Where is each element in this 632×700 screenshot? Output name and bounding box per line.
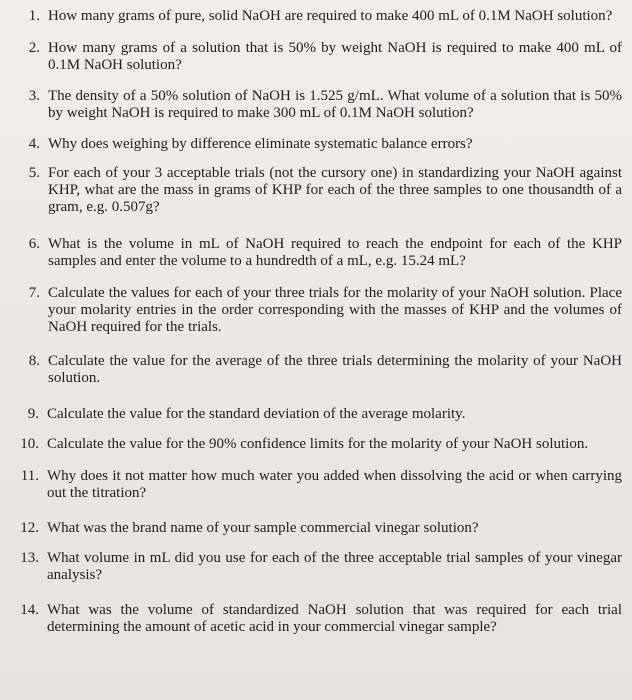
question-4 — [18, 136, 622, 153]
question-number: 12. — [20, 520, 39, 536]
question-8 — [18, 353, 622, 387]
question-number: 8. — [28, 353, 40, 369]
question-text: How many grams of a solution that is 50% by weight NaOH is required to make 400 mL of 0.1M NaOH solution? — [48, 40, 622, 73]
question-10 — [18, 436, 622, 453]
question-number: 5. — [28, 165, 40, 181]
question-text: Calculate the value for the average of the three trials determining the molarity of your NaOH solution. — [48, 353, 622, 386]
question-6 — [18, 236, 622, 270]
question-11 — [18, 468, 622, 502]
question-text: Calculate the value for the 90% confidence limits for the molarity of your NaOH solution. — [47, 436, 589, 452]
question-12 — [18, 520, 622, 537]
question-number: 14. — [20, 602, 39, 618]
question-number: 6. — [28, 236, 40, 252]
question-number: 1. — [28, 8, 40, 24]
question-text: What volume in mL did you use for each of the three acceptable trial samples of your vinegar analysis? — [47, 550, 622, 583]
question-text: How many grams of pure, solid NaOH are required to make 400 mL of 0.1M NaOH solution? — [48, 8, 613, 24]
question-number: 4. — [28, 136, 40, 152]
question-text: Why does weighing by difference eliminate systematic balance errors? — [48, 136, 473, 152]
question-number: 11. — [20, 468, 39, 484]
question-text: Calculate the values for each of your three trials for the molarity of your NaOH solution. Place your molarity entries in the order corresponding with the masses of KHP and the volumes of NaOH required for the trials. — [48, 285, 622, 335]
question-text: What was the volume of standardized NaOH solution that was required for each trial determining the amount of acetic acid in your commercial vinegar sample? — [47, 602, 622, 635]
question-text: Calculate the value for the standard deviation of the average molarity. — [47, 406, 466, 422]
question-number: 7. — [28, 285, 40, 301]
question-text: What is the volume in mL of NaOH required to reach the endpoint for each of the KHP samples and enter the volume to a hundredth of a mL, e.g. 15.24 mL? — [48, 236, 622, 269]
question-text: For each of your 3 acceptable trials (not the cursory one) in standardizing your NaOH against KHP, what are the mass in grams of KHP for each of the three samples to one thousandth of a gram, e.g. 0.507g? — [48, 165, 622, 215]
question-number: 10. — [20, 436, 39, 452]
question-text: Why does it not matter how much water you added when dissolving the acid or when carrying out the titration? — [47, 468, 622, 501]
question-number: 2. — [28, 40, 40, 56]
question-number: 3. — [28, 88, 40, 104]
question-number: 13. — [20, 550, 39, 566]
question-7 — [18, 285, 622, 336]
question-number: 9. — [27, 406, 39, 422]
question-14 — [18, 602, 622, 636]
question-text: What was the brand name of your sample commercial vinegar solution? — [47, 520, 479, 536]
question-13 — [18, 550, 622, 584]
question-2 — [18, 40, 622, 74]
question-1 — [18, 8, 622, 25]
question-9 — [18, 406, 622, 423]
question-5 — [18, 165, 622, 216]
question-text: The density of a 50% solution of NaOH is 1.525 g/mL. What volume of a solution that is 50% by weight NaOH is required to make 300 mL of 0.1M NaOH solution? — [48, 88, 622, 121]
question-3 — [18, 88, 622, 122]
